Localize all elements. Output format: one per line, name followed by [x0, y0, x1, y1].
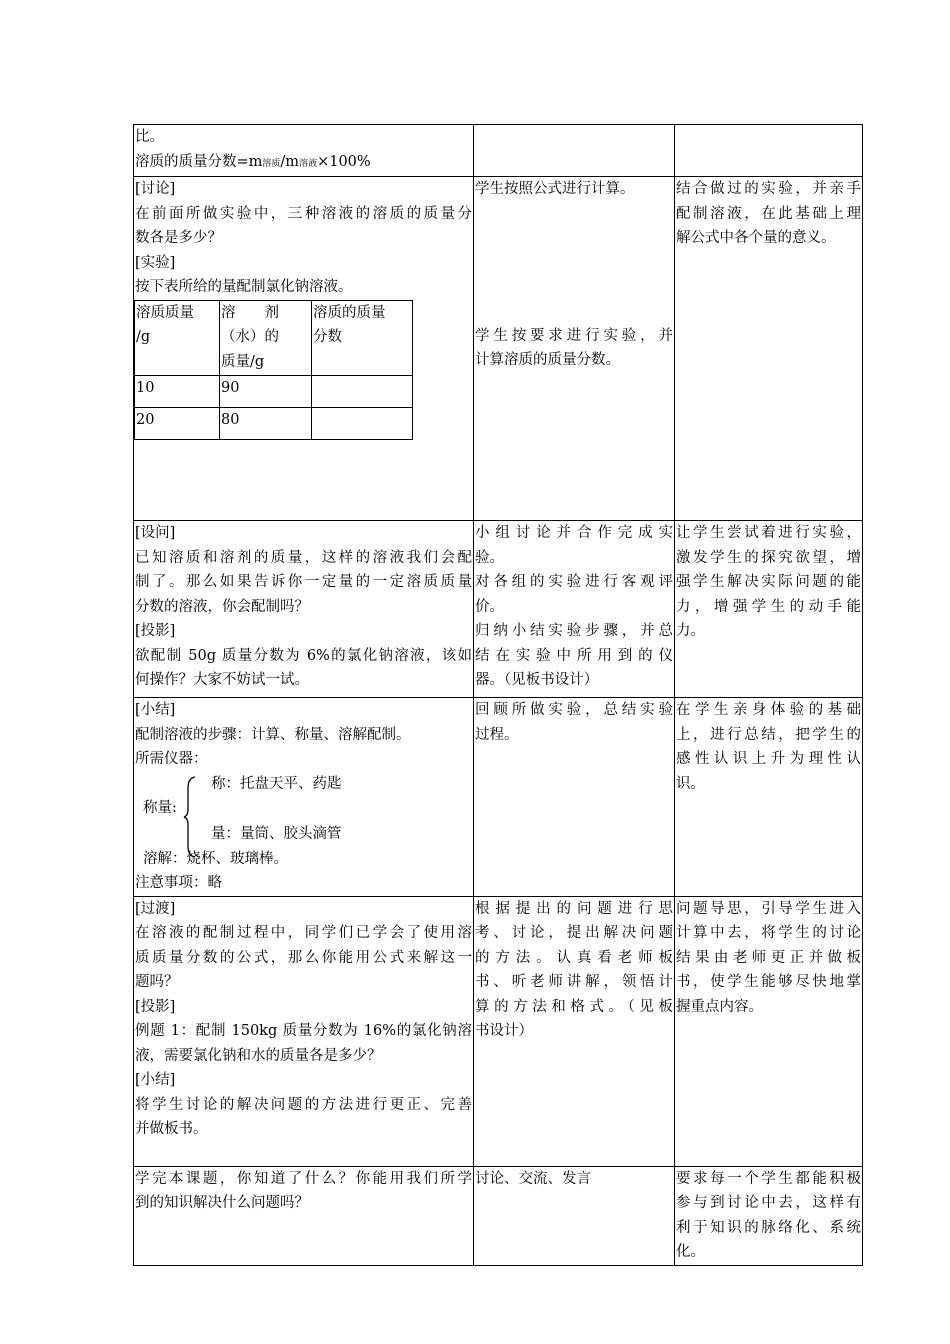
- text-line: 计算中去，将学生的讨论: [676, 925, 861, 941]
- teacher-activity-cell: [134, 521, 474, 698]
- text-line: 归纳小结实验步骤，并总: [475, 623, 673, 639]
- teacher-activity-cell: [134, 125, 474, 177]
- teacher-activity-cell: [134, 177, 474, 521]
- text-line: 计算溶质的质量分数。: [475, 352, 620, 368]
- text-line: 过程。: [475, 726, 519, 743]
- header-solvent-mass: 溶 剂 （水）的 质量/g: [220, 300, 312, 375]
- text-line: 验。: [475, 549, 504, 566]
- design-intent-cell: [675, 896, 863, 1166]
- text-line: 根据提出的问题进行思: [475, 900, 673, 917]
- text-line: 器。（见板书设计）: [475, 672, 599, 688]
- text-line: 已知溶质和溶剂的质量，这样的溶液我们会配: [135, 549, 472, 566]
- student-activity-cell: [474, 521, 675, 698]
- text-line: 力。: [676, 623, 705, 639]
- teacher-activity-cell: [134, 896, 474, 1166]
- text-line: 数各是多少？: [135, 230, 222, 246]
- text-line: 小组讨论并合作完成实: [475, 525, 673, 541]
- design-intent-cell: [675, 125, 863, 177]
- text-line: 配制溶液的步骤：计算、称量、溶解配制。: [135, 726, 411, 743]
- section-tag: [设问]: [135, 525, 176, 541]
- text-line: 将学生讨论的解决问题的方法进行更正、完善: [135, 1096, 472, 1113]
- text-line: 书，使学生能够尽快地掌: [676, 974, 861, 990]
- text-line: 识。: [676, 775, 705, 792]
- text-line: 所需仪器：: [135, 751, 208, 767]
- measuring-instruments: 量：量筒、胶头滴管: [211, 825, 342, 842]
- experiment-table-row: [135, 407, 413, 439]
- text-line: 握重点内容。: [676, 998, 763, 1015]
- design-intent-cell: [675, 177, 863, 521]
- text-line: 参与到讨论中去，这样有: [676, 1195, 861, 1211]
- text-line: 感性认识上升为理性认: [676, 751, 861, 767]
- text-line: 制了。那么如果告诉你一定量的一定溶质质量: [135, 574, 472, 590]
- text-line: 并做板书。: [135, 1121, 208, 1137]
- section-tag: [实验]: [135, 254, 176, 271]
- table-row: [134, 698, 863, 897]
- text-line: 在前面所做实验中，三种溶液的溶质的质量分: [135, 205, 472, 222]
- experiment-table-header: [135, 300, 413, 375]
- text-line: 结合做过的实验，并亲手: [676, 181, 861, 197]
- text-line: 要求每一个学生都能积极: [676, 1170, 861, 1187]
- text-line: 的方法。认真看老师板: [475, 949, 673, 966]
- text-line: 学生按要求进行实验，并: [475, 327, 673, 344]
- text-line: 化。: [676, 1244, 705, 1260]
- text-line: 解公式中各个量的意义。: [676, 230, 836, 246]
- text-line: 书设计）: [475, 1023, 533, 1039]
- design-intent-cell: [675, 521, 863, 698]
- text-line: 强学生解决实际问题的能: [676, 574, 861, 590]
- text-line: 上，进行总结，把学生的: [676, 726, 861, 743]
- text-line: 何操作？大家不妨试一试。: [135, 672, 309, 688]
- experiment-table-row: [135, 375, 413, 407]
- text-line: 配制溶液，在此基础上理: [676, 205, 861, 222]
- student-activity-cell: [474, 896, 675, 1166]
- section-tag: [小结]: [135, 702, 176, 718]
- text-line: 题吗？: [135, 974, 179, 990]
- text-line: 结果由老师更正并做板: [676, 949, 861, 966]
- text-line: 书、听老师讲解，领悟计: [475, 974, 673, 990]
- table-cell: 90: [220, 375, 312, 407]
- header-mass-fraction: 溶质的质量 分数: [312, 300, 413, 375]
- student-activity-cell: [474, 698, 675, 897]
- section-tag: [讨论]: [135, 181, 176, 197]
- teacher-activity-cell: [134, 1166, 474, 1265]
- table-cell: 20: [135, 407, 220, 439]
- student-activity-cell: [474, 1166, 675, 1265]
- header-solute-mass: 溶质质量 /g: [135, 300, 220, 375]
- table-row: [134, 125, 863, 177]
- text-line: 价。: [475, 598, 504, 615]
- student-activity-cell: [474, 177, 675, 521]
- text-line: 问题导思，引导学生进入: [676, 900, 861, 917]
- table-cell: [312, 407, 413, 439]
- text-line: 结在实验中所用到的仪: [475, 647, 673, 664]
- text-line: 讨论、交流、发言: [475, 1170, 591, 1187]
- table-row: [134, 177, 863, 521]
- text-line: 到的知识解决什么问题吗？: [135, 1195, 309, 1211]
- table-row: [134, 896, 863, 1166]
- text-line: 注意事项：略: [135, 875, 222, 891]
- section-tag: [投影]: [135, 623, 176, 639]
- table-cell: 80: [220, 407, 312, 439]
- text-line: 算的方法和格式。（见板: [475, 998, 673, 1015]
- instrument-brace-group: [135, 772, 472, 872]
- design-intent-cell: [675, 1166, 863, 1265]
- mass-fraction-formula: 溶质的质量分数=m溶质/m溶液×100%: [135, 153, 371, 170]
- text-line: 考、讨论，提出解决问题: [475, 925, 673, 941]
- table-cell: [312, 375, 413, 407]
- section-tag: [过渡]: [135, 900, 176, 917]
- text-line: 激发学生的探究欲望，增: [676, 549, 861, 566]
- text-line: 按下表所给的量配制氯化钠溶液。: [135, 279, 353, 295]
- text-line: 例题 1：配制 150kg 质量分数为 16%的氯化钠溶: [135, 1023, 472, 1039]
- design-intent-cell: [675, 698, 863, 897]
- text-line: 利于知识的脉络化、系统: [676, 1219, 861, 1236]
- text-line: 学生按照公式进行计算。: [475, 181, 635, 197]
- text-line: 回顾所做实验，总结实验: [475, 702, 673, 718]
- text-line: 分数的溶液，你会配制吗？: [135, 598, 309, 615]
- experiment-table: [134, 300, 413, 440]
- weighing-instruments: 称：托盘天平、药匙: [211, 775, 342, 792]
- text-line: 欲配制 50g 质量分数为 6%的氯化钠溶液，该如: [135, 647, 472, 664]
- brace-icon: [183, 776, 197, 858]
- dissolving-instruments: 溶解：烧杯、玻璃棒。: [143, 850, 288, 867]
- section-tag: [小结]: [135, 1072, 176, 1088]
- weighing-label: 称量:: [143, 799, 177, 816]
- teacher-activity-cell: [134, 698, 474, 897]
- text-line: 在学生亲身体验的基础: [676, 702, 861, 718]
- text-line: 质质量分数的公式，那么你能用公式来解这一: [135, 949, 472, 966]
- text-line: 液，需要氯化钠和水的质量各是多少？: [135, 1047, 382, 1064]
- table-cell: 10: [135, 375, 220, 407]
- text-line: 学完本课题，你知道了什么？你能用我们所学: [135, 1170, 472, 1187]
- text-line: 让学生尝试着进行实验，: [676, 525, 861, 541]
- student-activity-cell: [474, 125, 675, 177]
- section-tag: [投影]: [135, 998, 176, 1015]
- text-line: 比。: [135, 129, 164, 145]
- table-row: [134, 521, 863, 698]
- lesson-plan-table: [133, 124, 863, 1266]
- text-line: 在溶液的配制过程中，同学们已学会了使用溶: [135, 925, 472, 941]
- text-line: 对各组的实验进行客观评: [475, 574, 673, 590]
- table-row: [134, 1166, 863, 1265]
- text-line: 力，增强学生的动手能: [676, 598, 861, 615]
